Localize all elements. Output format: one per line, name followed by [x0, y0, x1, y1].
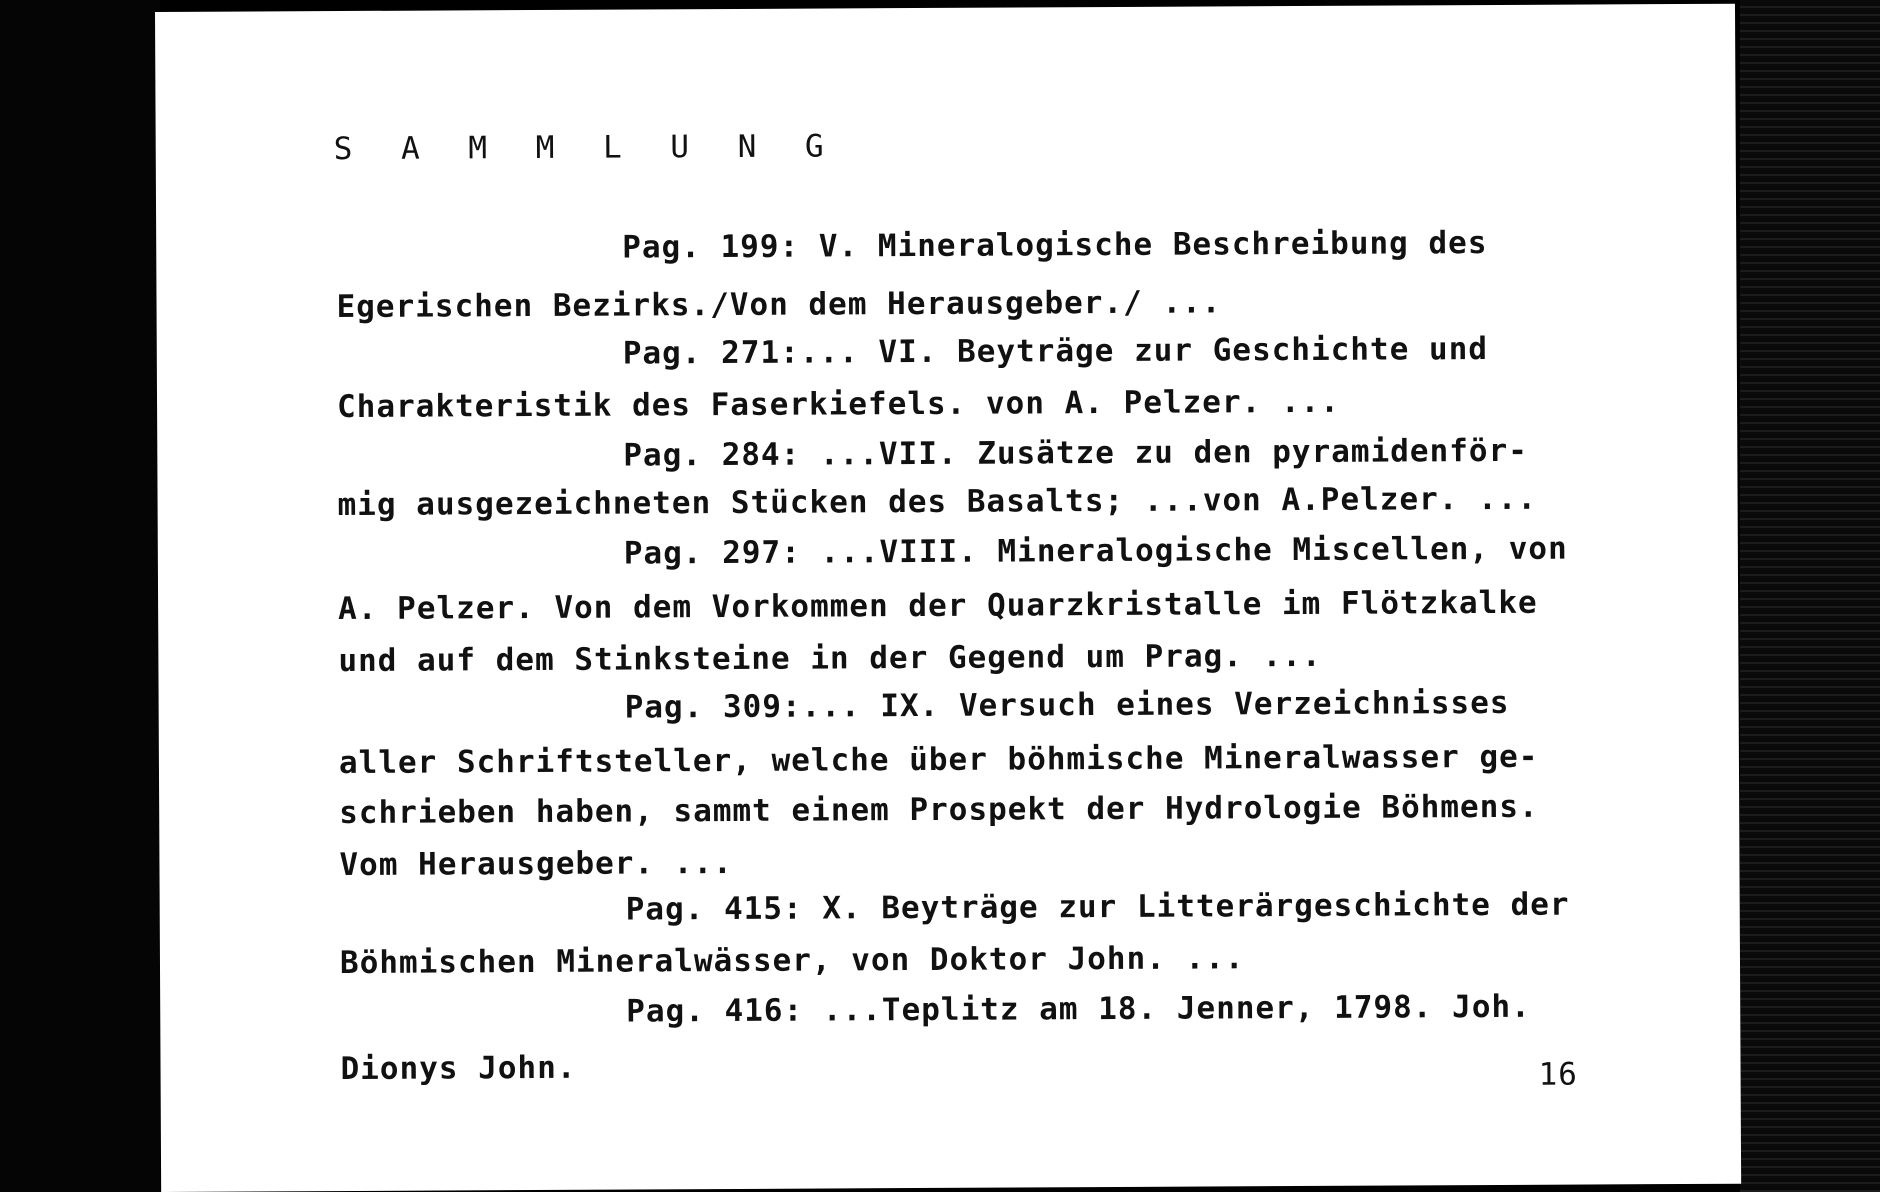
text-line: Pag. 297: ...VIII. Mineralogische Miscellen, von — [623, 530, 1568, 572]
text-line: aller Schriftsteller, welche über böhmische Mineralwasser ge- — [338, 738, 1539, 782]
page-number: 16 — [1538, 1056, 1579, 1093]
scan-left-edge — [0, 0, 160, 1192]
text-line: Pag. 284: ...VII. Zusätze zu den pyramidenför- — [623, 432, 1528, 474]
text-line: mig ausgezeichneten Stücken des Basalts; ...von A.Pelzer. ... — [337, 480, 1538, 524]
text-line: Vom Herausgeber. ... — [339, 844, 733, 884]
text-line: Charakteristik des Faserkiefels. von A. Pelzer. ... — [336, 383, 1340, 426]
card-title: S A M M L U N G — [333, 128, 839, 168]
scan-right-edge — [1740, 0, 1880, 1192]
text-line: Dionys John. — [340, 1049, 577, 1088]
index-card — [155, 4, 1741, 1192]
text-line: Pag. 199: V. Mineralogische Beschreibung des — [622, 225, 1488, 266]
text-line: und auf dem Stinksteine in der Gegend um Prag. ... — [338, 637, 1322, 680]
text-line: Pag. 416: ...Teplitz am 18. Jenner, 1798. Joh. — [626, 988, 1531, 1030]
text-line: Pag. 309:... IX. Versuch eines Verzeichnisses — [624, 684, 1510, 726]
text-line: A. Pelzer. Von dem Vorkommen der Quarzkristalle im Flötzkalke — [338, 584, 1538, 628]
text-line: Pag. 415: X. Beyträge zur Litterärgeschichte der — [625, 886, 1570, 928]
text-line: Pag. 271:... VI. Beyträge zur Geschichte und — [622, 331, 1489, 372]
text-line: schrieben haben, sammt einem Prospekt der Hydrologie Böhmens. — [339, 788, 1539, 832]
text-line: Egerischen Bezirks./Von dem Herausgeber./ ... — [336, 284, 1222, 326]
text-line: Böhmischen Mineralwässer, von Doktor John. ... — [339, 940, 1245, 982]
